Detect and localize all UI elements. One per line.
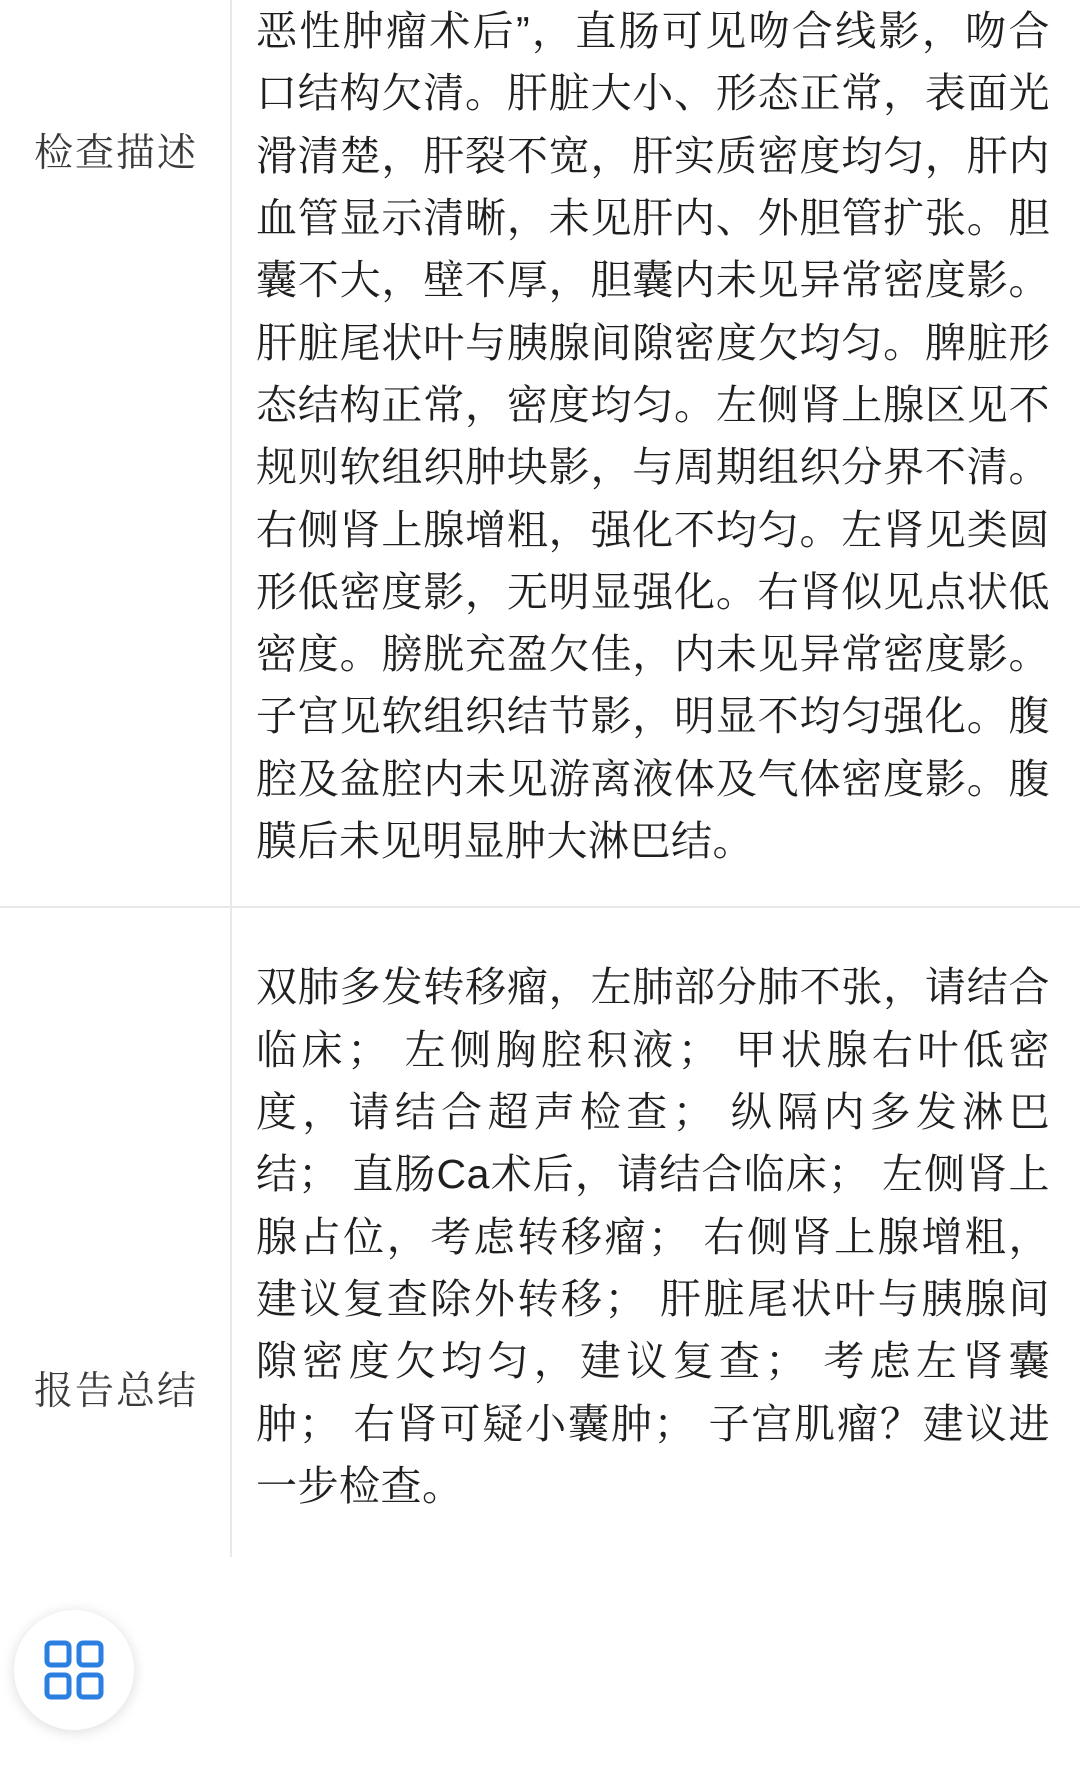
row-value-report-summary: 双肺多发转移瘤，左肺部分肺不张，请结合临床； 左侧胸腔积液； 甲状腺右叶低密度，请结合超声检查； 纵隔内多发淋巴结； 直肠Ca术后，请结合临床； 左侧肾上腺占位，考虑转移瘤； 右侧肾上腺增粗，建议复查除外转移； 肝脏尾状叶与胰腺间隙密度欠均匀，建议复查； 考虑左肾囊肿； 右肾可疑小囊肿； 子宫肌瘤？建议进一步检查。 xyxy=(256,964,1050,1509)
table-row xyxy=(0,906,1080,1557)
row-value-exam-description: 恶性肿瘤术后”，直肠可见吻合线影，吻合口结构欠清。肝脏大小、形态正常，表面光滑清楚，肝裂不宽，肝实质密度均匀，肝内血管显示清晰，未见肝内、外胆管扩张。胆囊不大，壁不厚，胆囊内未见异常密度影。肝脏尾状叶与胰腺间隙密度欠均匀。脾脏形态结构正常，密度均匀。左侧肾上腺区见不规则软组织肿块影，与周期组织分界不清。右侧肾上腺增粗，强化不均匀。左肾见类圆形低密度影，无明显强化。右肾似见点状低密度。膀胱充盈欠佳，内未见异常密度影。子宫见软组织结节影，明显不均匀强化。腹腔及盆腔内未见游离液体及气体密度影。腹膜后未见明显肿大淋巴结。 xyxy=(256,8,1050,865)
grid-menu-button[interactable] xyxy=(14,1610,134,1730)
row-label-exam-description: 检查描述 xyxy=(0,0,232,906)
grid-squares-icon xyxy=(44,1640,104,1700)
row-label-report-summary: 报告总结 xyxy=(0,908,232,1557)
